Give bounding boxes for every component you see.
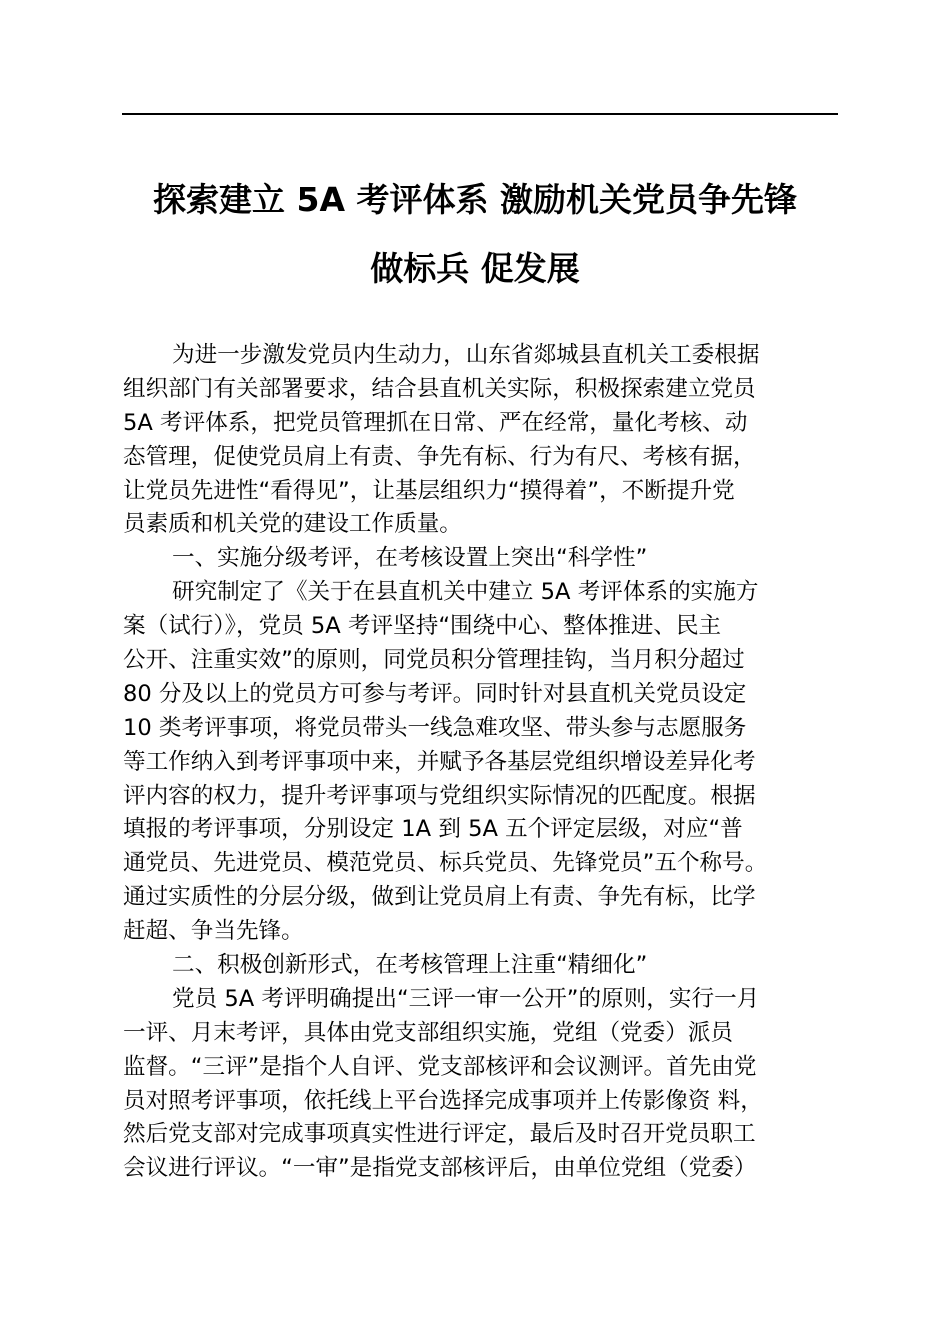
- body-text-line: 组织部门有关部署要求，结合县直机关实际，积极探索建立党员: [123, 375, 756, 402]
- document-title-line-2: 做标兵 促发展: [370, 249, 580, 288]
- body-text-line: 为进一步激发党员内生动力，山东省郯城县直机关工委根据: [172, 342, 760, 368]
- body-text-line: 态管理，促使党员肩上有责、争先有标、行为有尺、考核有据，: [123, 443, 756, 470]
- body-text-line: 党员 5A 考评明确提出“三评一审一公开”的原则，实行一月: [172, 985, 760, 1012]
- document-title-line-1: 探索建立 5A 考评体系 激励机关党员争先锋: [153, 180, 797, 219]
- body-text-line: 二、积极创新形式，在考核管理上注重“精细化”: [172, 952, 648, 979]
- body-text-line: 10 类考评事项，将党员带头一线急难攻坚、带头参与志愿服务: [123, 714, 747, 741]
- body-text-line: 5A 考评体系，把党员管理抓在日常、严在经常，量化考核、动: [123, 409, 748, 436]
- body-text-line: 一、实施分级考评，在考核设置上突出“科学性”: [172, 545, 648, 572]
- body-text-line: 80 分及以上的党员方可参与考评。同时针对县直机关党员设定: [123, 680, 747, 707]
- body-text-line: 评内容的权力，提升考评事项与党组织实际情况的匹配度。根据: [123, 782, 756, 809]
- body-text-line: 赶超、争当先锋。: [123, 918, 304, 945]
- body-text-line: 研究制定了《关于在县直机关中建立 5A 考评体系的实施方: [172, 579, 759, 606]
- header-rule: [122, 113, 838, 115]
- body-text-line: 然后党支部对完成事项真实性进行评定，最后及时召开党员职工: [123, 1121, 756, 1148]
- body-text-line: 监督。“三评”是指个人自评、党支部核评和会议测评。首先由党: [123, 1053, 757, 1080]
- body-text-line: 让党员先进性“看得见”，让基层组织力“摸得着”，不断提升党: [123, 477, 735, 504]
- body-text-line: 一评、月末考评，具体由党支部组织实施，党组（党委）派员: [123, 1019, 734, 1046]
- body-text-line: 等工作纳入到考评事项中来，并赋予各基层党组织增设差异化考: [123, 748, 756, 775]
- document-body: [123, 339, 863, 1186]
- body-text-line: 通过实质性的分层分级，做到让党员肩上有责、争先有标，比学: [123, 884, 756, 911]
- body-text-line: 公开、注重实效”的原则，同党员积分管理挂钩，当月积分超过: [123, 647, 745, 674]
- body-text-line: 员对照考评事项，依托线上平台选择完成事项并上传影像资 料，: [123, 1087, 763, 1114]
- body-text-line: 填报的考评事项，分别设定 1A 到 5A 五个评定层级，对应“普: [123, 816, 743, 843]
- body-text-line: 会议进行评议。“一审”是指党支部核评后，由单位党组（党委）: [123, 1155, 757, 1182]
- body-text-line: 员素质和机关党的建设工作质量。: [123, 511, 462, 538]
- body-text-line: 案（试行）》，党员 5A 考评坚持“围绕中心、整体推进、民主: [123, 613, 722, 640]
- body-text-line: 通党员、先进党员、模范党员、标兵党员、先锋党员”五个称号。: [123, 850, 768, 877]
